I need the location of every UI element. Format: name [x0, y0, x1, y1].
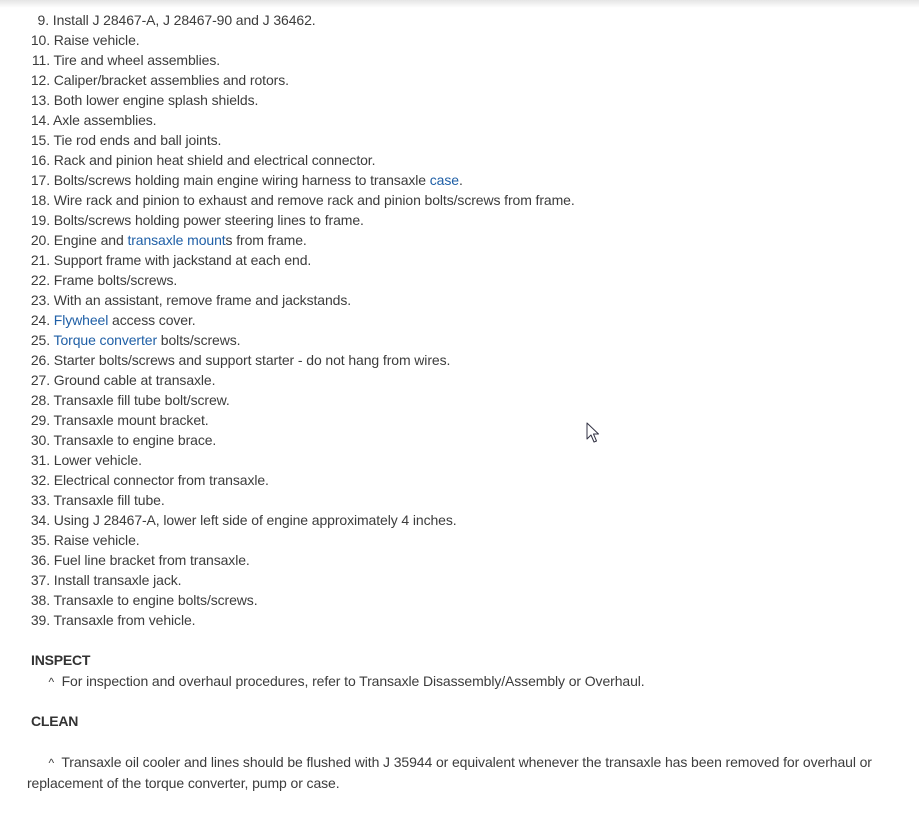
step-number: 38.	[30, 592, 50, 608]
step-item	[27, 330, 907, 350]
step-text: Lower vehicle.	[53, 452, 142, 468]
step-number: 31.	[30, 452, 50, 468]
step-number: 12.	[30, 72, 50, 88]
step-item	[27, 130, 907, 150]
step-text: Tire and wheel assemblies.	[53, 52, 221, 68]
step-text: Fuel line bracket from transaxle.	[53, 552, 250, 568]
clean-note-text: Transaxle oil cooler and lines should be flushed with J 35944 or equivalent whenever the transaxle has been removed for overhaul or replacement of the torque converter, pump or case.	[27, 754, 872, 791]
step-number: 28.	[30, 392, 50, 408]
step-text: Raise vehicle.	[53, 532, 140, 548]
step-item	[27, 290, 907, 310]
step-link[interactable]: Flywheel	[53, 312, 109, 328]
step-item	[27, 530, 907, 550]
clean-heading: CLEAN	[31, 713, 79, 729]
step-item	[27, 250, 907, 270]
mouse-cursor-icon	[586, 422, 600, 444]
top-shadow	[0, 0, 919, 8]
step-text: Ground cable at transaxle.	[53, 372, 216, 388]
step-number: 37.	[30, 572, 50, 588]
step-item	[27, 390, 907, 410]
step-link[interactable]: transaxle mount	[127, 232, 226, 248]
step-item	[27, 150, 907, 170]
step-text: Transaxle to engine brace.	[53, 432, 217, 448]
step-text: Engine and	[53, 232, 128, 248]
step-text: Electrical connector from transaxle.	[53, 472, 269, 488]
step-item	[27, 510, 907, 530]
step-item	[27, 270, 907, 290]
step-item	[27, 430, 907, 450]
step-text: Install transaxle jack.	[53, 572, 182, 588]
step-item	[27, 230, 907, 250]
step-text: Transaxle mount bracket.	[53, 412, 209, 428]
step-item	[27, 190, 907, 210]
step-text: Support frame with jackstand at each end.	[53, 252, 312, 268]
step-text: s from frame.	[225, 232, 307, 248]
step-item	[27, 70, 907, 90]
step-number: 15.	[30, 132, 50, 148]
step-item	[27, 50, 907, 70]
step-item	[27, 410, 907, 430]
step-item	[27, 550, 907, 570]
step-number: 19.	[30, 212, 50, 228]
step-number: 34.	[30, 512, 50, 528]
step-item	[27, 610, 907, 630]
step-number: 9.	[37, 12, 49, 28]
step-text: Bolts/screws holding power steering lines to frame.	[53, 212, 364, 228]
step-item	[27, 110, 907, 130]
step-number: 29.	[30, 412, 50, 428]
inspect-note-text: For inspection and overhaul procedures, refer to Transaxle Disassembly/Assembly or Overhaul.	[61, 673, 645, 689]
step-number: 25.	[30, 332, 50, 348]
step-text: Bolts/screws holding main engine wiring harness to transaxle	[53, 172, 430, 188]
step-item	[27, 570, 907, 590]
step-item	[27, 310, 907, 330]
step-number: 16.	[30, 152, 50, 168]
step-text: access cover.	[108, 312, 196, 328]
step-item	[27, 10, 907, 30]
step-number: 39.	[30, 612, 50, 628]
step-item	[27, 470, 907, 490]
step-item	[27, 170, 907, 190]
step-number: 26.	[30, 352, 50, 368]
step-number: 13.	[30, 92, 50, 108]
step-text: With an assistant, remove frame and jackstands.	[53, 292, 352, 308]
step-number: 14.	[30, 112, 50, 128]
step-text: Frame bolts/screws.	[53, 272, 178, 288]
inspect-heading: INSPECT	[31, 652, 91, 668]
step-number: 30.	[30, 432, 50, 448]
step-text: Transaxle fill tube bolt/screw.	[53, 392, 230, 408]
step-link[interactable]: case	[429, 172, 459, 188]
step-number: 32.	[30, 472, 50, 488]
step-item	[27, 450, 907, 470]
step-text: Rack and pinion heat shield and electrical connector.	[53, 152, 376, 168]
step-number: 11.	[31, 52, 50, 68]
step-text: Starter bolts/screws and support starter - do not hang from wires.	[53, 352, 451, 368]
step-item	[27, 210, 907, 230]
step-text: Both lower engine splash shields.	[53, 92, 259, 108]
step-link[interactable]: Torque converter	[53, 332, 158, 348]
step-text: Transaxle fill tube.	[53, 492, 165, 508]
step-text: Install J 28467-A, J 28467-90 and J 36462.	[52, 12, 316, 28]
step-item	[27, 90, 907, 110]
step-text: Caliper/bracket assemblies and rotors.	[53, 72, 289, 88]
step-number: 27.	[30, 372, 50, 388]
step-number: 17.	[30, 172, 50, 188]
step-number: 18.	[30, 192, 50, 208]
step-number: 23.	[30, 292, 50, 308]
procedure-steps-list	[27, 10, 907, 630]
step-text: .	[458, 172, 463, 188]
step-text: Transaxle to engine bolts/screws.	[53, 592, 258, 608]
caret-bullet-icon: ^	[48, 675, 54, 689]
step-number: 10.	[30, 32, 50, 48]
step-number: 36.	[30, 552, 50, 568]
step-number: 33.	[30, 492, 50, 508]
step-item	[27, 350, 907, 370]
step-item	[27, 30, 907, 50]
step-item	[27, 590, 907, 610]
caret-bullet-icon: ^	[48, 756, 54, 770]
step-item	[27, 370, 907, 390]
step-number: 21.	[30, 252, 50, 268]
step-number: 24.	[30, 312, 50, 328]
step-text: Raise vehicle.	[53, 32, 140, 48]
inspect-note	[27, 671, 897, 692]
step-text: Using J 28467-A, lower left side of engine approximately 4 inches.	[53, 512, 457, 528]
step-item	[27, 490, 907, 510]
step-number: 35.	[30, 532, 50, 548]
step-text: Transaxle from vehicle.	[53, 612, 196, 628]
step-number: 22.	[30, 272, 50, 288]
step-text: Tie rod ends and ball joints.	[53, 132, 222, 148]
step-text: bolts/screws.	[157, 332, 241, 348]
step-number: 20.	[30, 232, 50, 248]
step-text: Axle assemblies.	[53, 112, 157, 128]
clean-note	[27, 752, 897, 793]
step-text: Wire rack and pinion to exhaust and remove rack and pinion bolts/screws from frame.	[53, 192, 575, 208]
